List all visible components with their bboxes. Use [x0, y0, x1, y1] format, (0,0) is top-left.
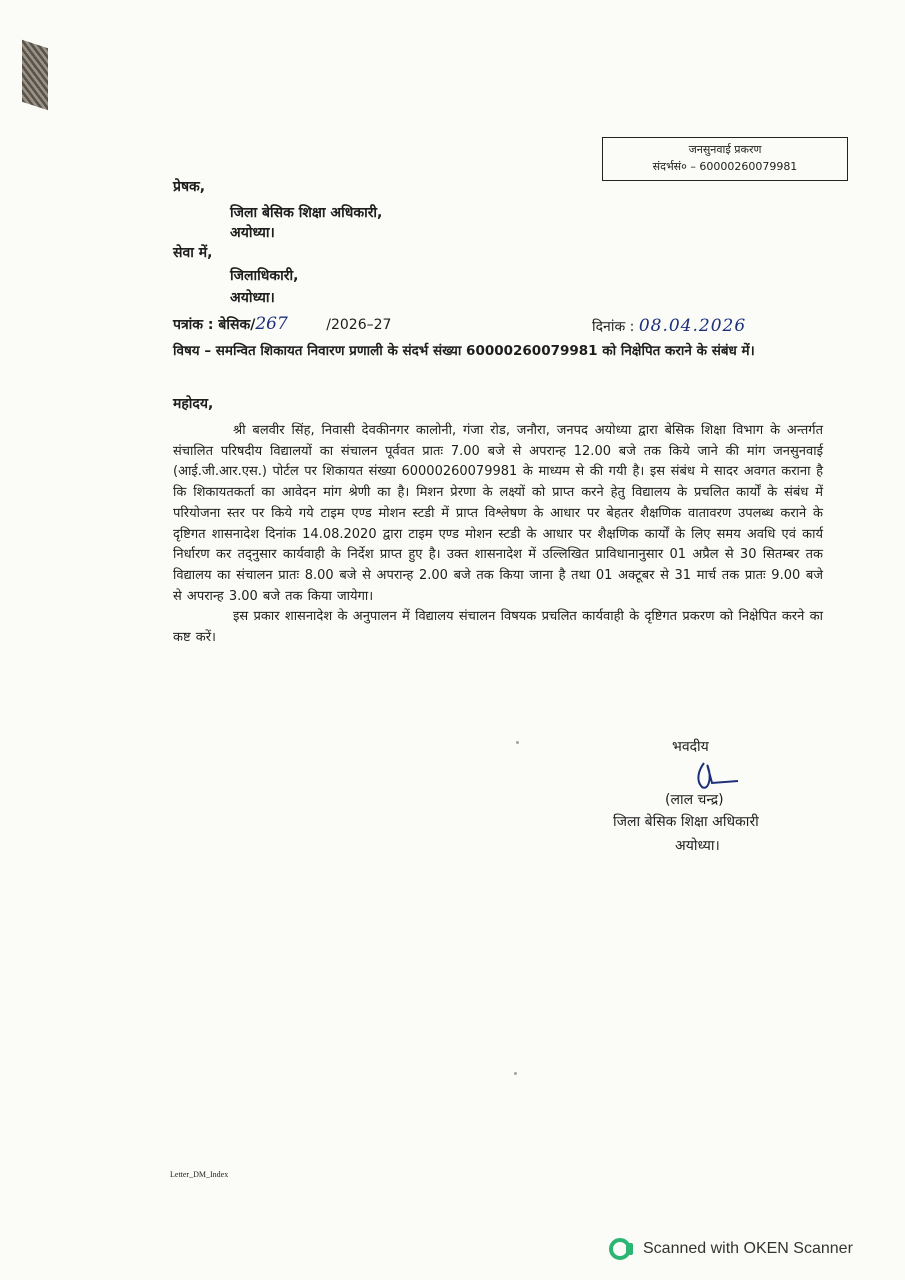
letter-number-label: पत्रांक : बेसिक/	[173, 317, 256, 333]
recipient-designation: जिलाधिकारी,	[230, 268, 299, 284]
date-label: दिनांक :	[592, 319, 635, 335]
sender-label: प्रेषक,	[173, 179, 206, 195]
scan-corner-artifact	[22, 40, 48, 110]
sender-place: अयोध्या।	[230, 225, 275, 241]
reference-box-number: संदर्भसं० – 60000260079981	[652, 160, 798, 173]
recipient-place: अयोध्या।	[230, 290, 275, 306]
date-row	[592, 316, 746, 336]
scanner-watermark-text: Scanned with OKEN Scanner	[643, 1240, 853, 1257]
date-value-handwritten: 08.04.2026	[638, 316, 747, 336]
letter-body	[173, 421, 823, 649]
subject-line: विषय – समन्वित शिकायत निवारण प्रणाली के संदर्भ संख्या 60000260079981 को निक्षेपित कराने के संबंध में।	[173, 343, 755, 359]
recipient-label: सेवा में,	[173, 245, 213, 261]
signatory-place: अयोध्या।	[675, 838, 720, 854]
signatory-name: (लाल चन्द्र)	[665, 792, 724, 808]
scanner-watermark	[609, 1238, 853, 1260]
letter-number-year: /2026–27	[326, 317, 392, 333]
signatory-designation: जिला बेसिक शिक्षा अधिकारी	[613, 814, 759, 830]
salutation: महोदय,	[173, 396, 214, 412]
scan-speck	[514, 1072, 517, 1075]
sender-designation: जिला बेसिक शिक्षा अधिकारी,	[230, 205, 383, 221]
oken-scanner-logo-icon	[609, 1238, 635, 1260]
letter-number-row	[173, 314, 391, 334]
letter-number-handwritten: 267	[255, 314, 288, 334]
scan-speck	[516, 741, 519, 744]
closing: भवदीय	[672, 739, 709, 755]
footer-index-note: Letter_DM_Index	[170, 1170, 229, 1179]
body-paragraph-2: इस प्रकार शासनादेश के अनुपालन में विद्यालय संचालन विषयक प्रचलित कार्यवाही के दृष्टिगत प्रकरण को निक्षेपित करने का कष्ट करें।	[173, 609, 823, 646]
reference-box-title: जनसुनवाई प्रकरण	[688, 143, 762, 156]
body-paragraph-1: श्री बलवीर सिंह, निवासी देवकीनगर कालोनी, गंजा रोड, जनौरा, जनपद अयोध्या द्वारा बेसिक शिक्षा विभाग के अन्तर्गत संचालित परिषदीय विद्यालयों का संचालन पूर्ववत प्रातः 7.00 बजे से अपरान्ह 12.00 बजे तक किये जाने की मांग जनसुनवाई (आई.जी.आर.एस.) पोर्टल पर शिकायत संख्या 60000260079981 के माध्यम से की गयी है। इस संबंध मे सादर अवगत कराना है कि शिकायतकर्ता का आवेदन मांग श्रेणी का है। मिशन प्रेरणा के लक्ष्यों को प्राप्त करने हेतु विद्यालय के प्रचलित कार्यों के संबंध में परियोजना स्तर पर किये गये टाइम एण्ड मोशन स्टडी में प्राप्त विश्लेषण के आधार पर बेहतर शैक्षणिक वातावरण उपलब्ध कराने के दृष्टिगत शासनादेश दिनांक 14.08.2020 द्वारा टाइम एण्ड मोशन स्टडी के आधार पर शैक्षणिक कार्यों के लिए समय अवधि एवं कार्य निर्धारण कर तद्नुसार कार्यवाही के निर्देश प्राप्त हुए है। उक्त शासनादेश में उल्लिखित प्राविधानानुसार 01 अप्रैल से 30 सितम्बर तक विद्यालय का संचालन प्रातः 8.00 बजे से अपरान्ह 2.00 बजे तक किया जाना है तथा 01 अक्टूबर से 31 मार्च तक प्रातः 9.00 बजे से अपरान्ह 3.00 बजे तक किया जायेगा।	[173, 423, 823, 604]
reference-box	[602, 137, 848, 181]
